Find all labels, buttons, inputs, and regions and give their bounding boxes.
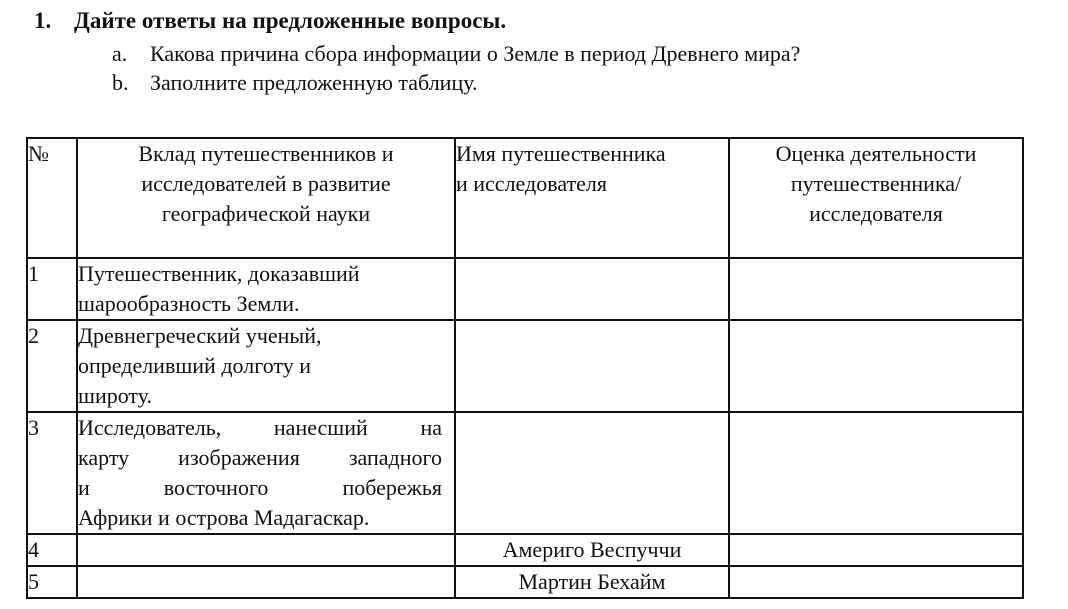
row-evaluation-cell[interactable] [729, 258, 1023, 320]
row-name-cell[interactable] [455, 412, 729, 534]
row-contribution[interactable] [77, 566, 455, 598]
question-a-text: Какова причина сбора информации о Земле в период Древнего мира? [150, 41, 801, 66]
table-row [27, 412, 1023, 534]
contribution-line: Древнегреческий ученый, [78, 323, 322, 348]
row-name-cell[interactable] [455, 320, 729, 412]
contribution-line: Путешественник, доказавший [78, 261, 360, 286]
contribution-line: шарообразность Земли. [78, 291, 300, 316]
table-row [27, 566, 1023, 598]
task-number: 1. [34, 8, 52, 33]
header-evaluation-line: исследователя [809, 201, 943, 226]
header-evaluation [729, 138, 1023, 258]
row-number: 5 [27, 566, 77, 598]
question-b [112, 70, 478, 96]
contribution-line: Исследователь, нанесший на [78, 415, 442, 440]
row-contribution [77, 258, 455, 320]
table-row [27, 534, 1023, 566]
row-evaluation-cell[interactable] [729, 566, 1023, 598]
header-contribution [77, 138, 455, 258]
header-name-line: Имя путешественника [456, 141, 666, 166]
row-name-cell: Мартин Бехайм [455, 566, 729, 598]
question-a [112, 41, 800, 67]
task-title: Дайте ответы на предложенные вопросы. [74, 8, 507, 33]
contribution-line: определивший долготу и [78, 353, 311, 378]
header-contribution-line: исследователей в развитие [141, 171, 391, 196]
question-a-marker: a. [112, 41, 128, 66]
task-heading [34, 8, 506, 34]
table-row [27, 258, 1023, 320]
header-evaluation-line: путешественника/ [790, 171, 962, 196]
row-number: 1 [27, 258, 77, 320]
header-contribution-line: Вклад путешественников и [138, 141, 394, 166]
row-name-cell[interactable] [455, 258, 729, 320]
row-contribution [77, 320, 455, 412]
row-number: 3 [27, 412, 77, 534]
contribution-line: Африки и острова Мадагаскар. [78, 505, 370, 530]
question-b-marker: b. [112, 70, 129, 95]
header-contribution-line: географической науки [161, 201, 371, 226]
row-contribution[interactable] [77, 534, 455, 566]
row-evaluation-cell[interactable] [729, 534, 1023, 566]
row-evaluation-cell[interactable] [729, 412, 1023, 534]
row-name-cell: Америго Веспуччи [455, 534, 729, 566]
table-header-row [27, 138, 1023, 258]
row-number: 4 [27, 534, 77, 566]
row-contribution [77, 412, 455, 534]
contribution-line: и восточного побережья [78, 475, 442, 500]
header-name-line: и исследователя [456, 171, 607, 196]
travelers-table [26, 137, 1024, 599]
row-evaluation-cell[interactable] [729, 320, 1023, 412]
header-number: № [27, 138, 77, 258]
contribution-line: широту. [78, 383, 153, 408]
header-name [455, 138, 729, 258]
table-row [27, 320, 1023, 412]
question-b-text: Заполните предложенную таблицу. [150, 70, 478, 95]
contribution-line: карту изображения западного [78, 445, 442, 470]
row-number: 2 [27, 320, 77, 412]
header-evaluation-line: Оценка деятельности [775, 141, 977, 166]
